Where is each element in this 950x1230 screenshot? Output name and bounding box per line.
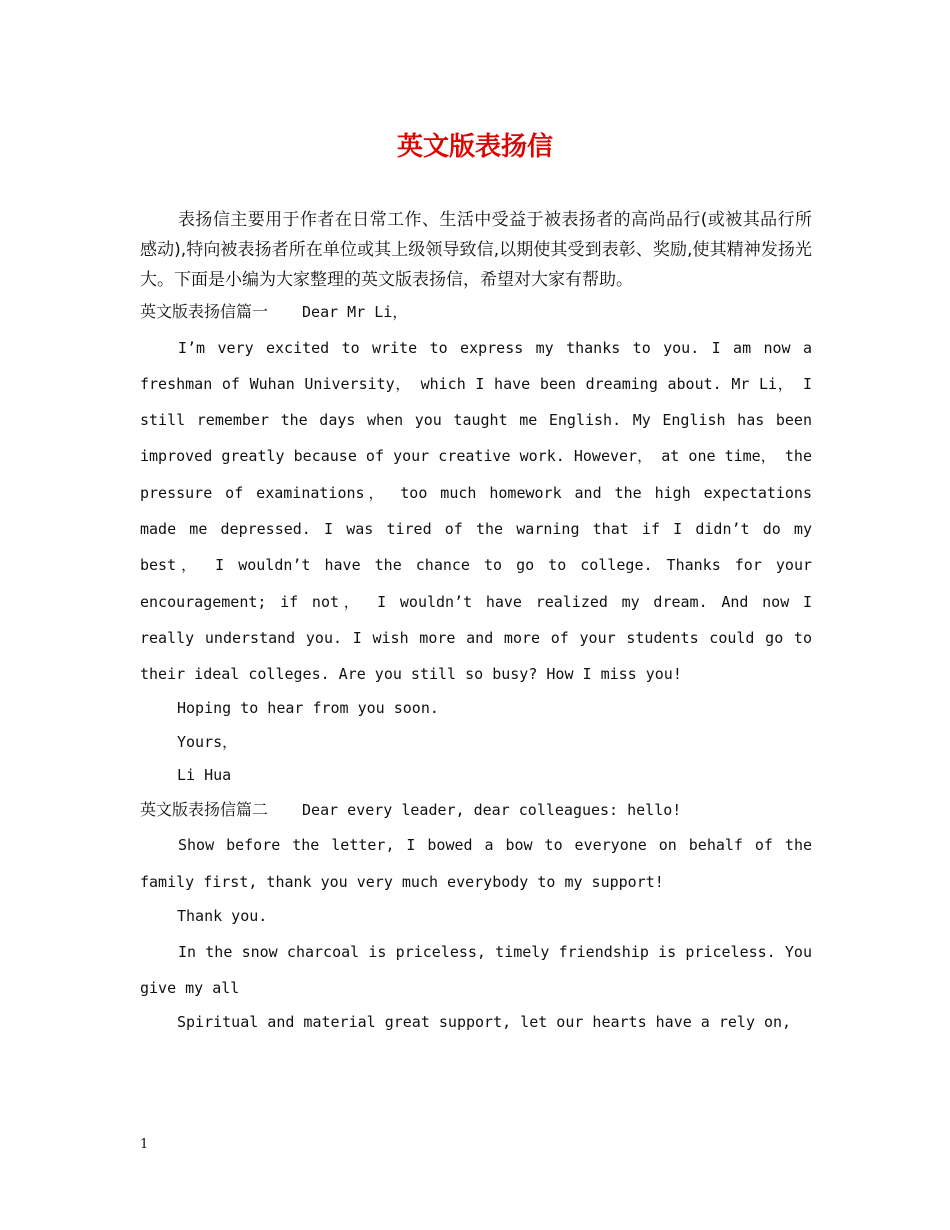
letter2-greeting: Dear every leader, dear colleagues: hello! — [302, 800, 682, 819]
document-body — [140, 205, 812, 1040]
letter1-closing-yours: Yours， — [177, 732, 238, 751]
letter1-signature: Li Hua — [177, 766, 232, 785]
letter1-body: I’m very excited to write to express my thanks to you. I am now a freshman of Wuhan University， which I have been dreaming about. Mr Li， I still remember the days when you taught me English. My English has been improved greatly because of your creative work. However， at one time， the pressure of examinations， too much homework and the high expectations made me depressed. I was tired of the warning that if I didn’t do my best， I wouldn’t have the chance to go to college. Thanks for your encouragement; if not， I wouldn’t have realized my dream. And now I really understand you. I wish more and more of your students could go to their ideal colleges. Are you still so busy? How I miss you! — [140, 338, 812, 684]
page-number: 1 — [140, 1137, 149, 1152]
document-title: 英文版表扬信 — [396, 132, 553, 162]
letter2-paragraph-1: Show before the letter, I bowed a bow to everyone on behalf of the family first, thank you very much everybody to my support! — [140, 836, 812, 891]
letter1-closing-hope: Hoping to hear from you soon. — [177, 699, 439, 718]
letter1-heading: 英文版表扬信篇一 — [140, 302, 269, 321]
letter2-heading-line — [140, 793, 812, 828]
intro-paragraph: 表扬信主要用于作者在日常工作、生活中受益于被表扬者的高尚品行(或被其品行所感动),特向被表扬者所在单位或其上级领导致信,以期使其受到表彰、奖励,使其精神发扬光大。下面是小编为大家整理的英文版表扬信，希望对大家有帮助。 — [140, 210, 812, 290]
letter2-paragraph-4: Spiritual and material great support, let our hearts have a rely on, — [177, 1013, 792, 1032]
letter1-heading-line — [140, 295, 812, 330]
letter2-heading: 英文版表扬信篇二 — [140, 799, 269, 819]
letter2-paragraph-3: In the snow charcoal is priceless, timely friendship is priceless. You give my all — [140, 942, 812, 997]
letter2-paragraph-2: Thank you. — [177, 907, 268, 926]
letter1-greeting: Dear Mr Li， — [302, 303, 408, 321]
